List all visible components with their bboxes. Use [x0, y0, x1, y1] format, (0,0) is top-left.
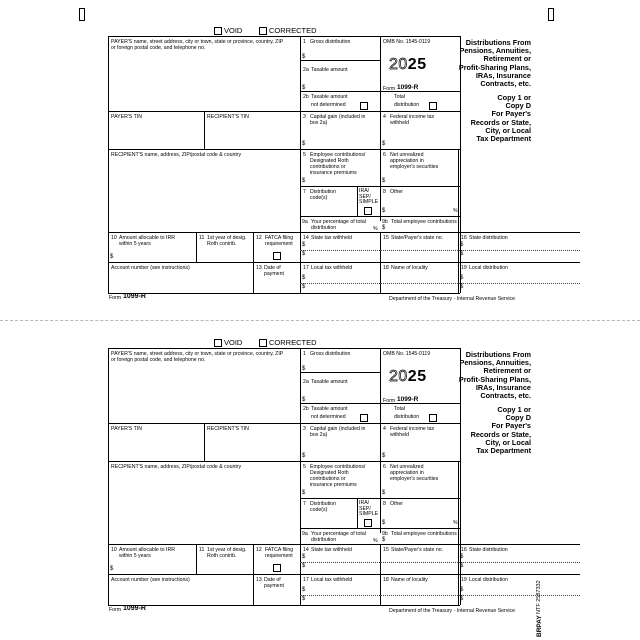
- box8-number: 8: [383, 189, 386, 195]
- form-name: 1099-R: [397, 396, 419, 403]
- box19-number: 19: [461, 265, 467, 271]
- box10-label-line: Amount allocable to IRR: [119, 547, 175, 553]
- payer-tin-label: PAYER'S TIN: [111, 114, 142, 120]
- form-label: Form: [383, 86, 396, 92]
- box5-label-line: contributions or: [310, 164, 346, 170]
- dotted-rule: [458, 562, 580, 563]
- rule-stub: [458, 461, 460, 462]
- box6-label-line: appreciation in: [390, 158, 424, 164]
- dollar-sign: $: [302, 587, 306, 593]
- recipient-name-label: RECIPIENT'S name, address, ZIP/postal code & country: [111, 152, 242, 158]
- rule-box10: [108, 574, 300, 575]
- payer-label-line: or foreign postal code, and telephone no.: [111, 357, 206, 363]
- box12-number: 12: [256, 235, 262, 241]
- box13-number: 13: [256, 265, 262, 271]
- dollar-sign: $: [302, 563, 306, 569]
- total-distribution-checkbox[interactable]: [429, 102, 437, 110]
- dotted-rule: [300, 250, 380, 251]
- box17-label: Local tax withheld: [311, 577, 353, 583]
- rule-box9: [300, 544, 580, 545]
- box7-label-line: Distribution: [310, 189, 336, 195]
- box14-number: 14: [303, 547, 309, 553]
- box9a-number: 9a: [302, 531, 308, 537]
- rule-box2b: [300, 111, 460, 112]
- dotted-rule: [458, 595, 580, 596]
- payer-label-line: PAYER'S name, street address, city or town, state or province, country, ZIP: [111, 351, 284, 357]
- dollar-sign: $: [382, 225, 386, 231]
- recipient-name-label: RECIPIENT'S name, address, ZIP/postal code & country: [111, 464, 242, 470]
- box5-label-line: insurance premiums: [310, 482, 357, 488]
- box8-label: Other: [390, 189, 403, 195]
- box5-label-line: Employee contributions/: [310, 152, 366, 158]
- dollar-sign: $: [302, 85, 306, 91]
- corrected-checkbox[interactable]: [259, 339, 267, 347]
- dollar-sign: $: [382, 178, 386, 184]
- box16-label: State distribution: [469, 547, 508, 553]
- void-checkbox[interactable]: [214, 27, 222, 35]
- box8-number: 8: [383, 501, 386, 507]
- dollar-sign: $: [382, 490, 386, 496]
- box7-number: 7: [303, 189, 306, 195]
- box3-number: 3: [303, 114, 306, 120]
- dollar-sign: $: [302, 397, 306, 403]
- box4-label-line: Federal income tax: [390, 426, 435, 432]
- left-border: [108, 36, 109, 293]
- box16-number: 16: [461, 235, 467, 241]
- box12-label-line: FATCA filing: [265, 547, 294, 553]
- dotted-rule: [300, 595, 380, 596]
- dollar-sign: $: [302, 275, 306, 281]
- box6-number: 6: [383, 152, 386, 158]
- box19-label: Local distribution: [469, 577, 508, 583]
- percent-sign-9a: %: [373, 538, 378, 544]
- rule-box2a: [300, 403, 460, 404]
- box13-label-line: Date of: [264, 577, 281, 583]
- tax-year-bold: 25: [407, 56, 427, 73]
- form-label: Form: [383, 398, 396, 404]
- box15-number: 15: [383, 235, 389, 241]
- box19-label: Local distribution: [469, 265, 508, 271]
- dollar-sign: $: [460, 251, 464, 257]
- rule-recipient: [108, 544, 300, 545]
- form-title-line: Distributions From: [465, 38, 531, 47]
- dollar-sign: $: [110, 566, 114, 572]
- box10-label-line: within 5 years: [119, 553, 151, 559]
- box16-number: 16: [461, 547, 467, 553]
- box3-label-line: Capital gain (included in: [310, 426, 366, 432]
- box2b-number: 2b: [303, 94, 309, 100]
- box1-number: 1: [303, 351, 306, 357]
- box2b-number: 2b: [303, 406, 309, 412]
- box5-label-line: Employee contributions/: [310, 464, 366, 470]
- dollar-sign: $: [302, 251, 306, 257]
- divider-tin: [204, 423, 205, 461]
- dollar-sign: $: [460, 587, 464, 593]
- box9b-number: 9b: [382, 219, 388, 225]
- box3-label-line: box 2a): [310, 120, 328, 126]
- box4-label-line: Federal income tax: [390, 114, 435, 120]
- taxable-not-determined-checkbox[interactable]: [360, 414, 368, 422]
- box4-label-line: withheld: [390, 432, 410, 438]
- box10-number: 10: [111, 235, 117, 241]
- void-label: VOID: [224, 26, 243, 35]
- dotted-rule: [458, 283, 580, 284]
- box4-number: 4: [383, 426, 386, 432]
- ira-sep-simple-checkbox[interactable]: [364, 519, 372, 527]
- dollar-sign: $: [302, 366, 306, 372]
- dollar-sign: $: [382, 453, 386, 459]
- box3-number: 3: [303, 426, 306, 432]
- dollar-sign: $: [382, 520, 386, 526]
- total-label-2: distribution: [394, 414, 420, 420]
- copy-line: City, or Local: [485, 437, 531, 447]
- omb-number: OMB No. 1545-0119: [383, 39, 431, 45]
- rule-tin: [108, 461, 300, 462]
- box14-number: 14: [303, 235, 309, 241]
- form-title-line: Profit-Sharing Plans,: [458, 374, 531, 384]
- dollar-sign: $: [302, 141, 306, 147]
- box17-number: 17: [303, 577, 309, 583]
- percent-sign-9a: %: [373, 226, 378, 232]
- rule-box2b: [300, 423, 460, 424]
- divider-tin: [204, 111, 205, 149]
- box18-label: Name of locality: [391, 577, 428, 583]
- box16-label: State distribution: [469, 235, 508, 241]
- copy-line: Copy 1 or: [497, 405, 531, 414]
- dollar-sign: $: [460, 563, 464, 569]
- box3-label-line: Capital gain (included in: [310, 114, 366, 120]
- dotted-rule: [380, 283, 458, 284]
- form-title-line: IRAs, Insurance: [475, 70, 531, 80]
- ira-label-line: SIMPLE: [359, 511, 379, 517]
- dollar-sign: $: [302, 178, 306, 184]
- box4-label-line: withheld: [390, 120, 410, 126]
- box5-label-line: contributions or: [310, 476, 346, 482]
- box18-number: 18: [383, 577, 389, 583]
- footer-form-name: 1099-R: [123, 293, 146, 300]
- box13-label-line: payment: [264, 583, 284, 589]
- box9a-label-line: distribution: [311, 537, 337, 543]
- form-title-line: Retirement or: [483, 366, 531, 376]
- form-title-line: Profit-Sharing Plans,: [458, 62, 531, 72]
- box13-label-line: Date of: [264, 265, 281, 271]
- box1-label: Gross distribution: [310, 351, 351, 357]
- corrected-checkbox[interactable]: [259, 27, 267, 35]
- box2b-label-2: not determined: [311, 102, 346, 108]
- rule-box10: [108, 262, 300, 263]
- dollar-sign: $: [460, 284, 464, 290]
- form-title-line: Pensions, Annuities,: [459, 358, 531, 368]
- dollar-sign: $: [382, 208, 386, 214]
- dollar-sign: $: [302, 596, 306, 602]
- recipient-tin-label: RECIPIENT'S TIN: [207, 426, 249, 432]
- box12-number: 12: [256, 547, 262, 553]
- dotted-rule: [380, 595, 458, 596]
- copy-line: Records or State,: [470, 117, 531, 127]
- divider-box7: [357, 498, 358, 528]
- copy-line: City, or Local: [485, 125, 531, 135]
- ira-label-line: SEP/: [359, 505, 371, 512]
- ira-label-line: SIMPLE: [359, 199, 379, 205]
- form-title-line: Distributions From: [465, 350, 531, 359]
- copy-line: Copy 1 or: [497, 93, 531, 102]
- box9b-label: Total employee contributions: [391, 531, 457, 537]
- rule-recipient: [108, 232, 300, 233]
- dollar-sign: $: [382, 141, 386, 147]
- copy-line: Copy D: [505, 101, 531, 111]
- copy-line: For Payer's: [491, 421, 531, 431]
- rule-box5: [300, 186, 460, 187]
- box13-number: 13: [256, 577, 262, 583]
- box18-number: 18: [383, 265, 389, 271]
- box19-number: 19: [461, 577, 467, 583]
- footer-form-name: 1099-R: [123, 605, 146, 612]
- dollar-sign: $: [460, 596, 464, 602]
- rule-box1: [300, 372, 380, 373]
- dollar-sign: $: [460, 242, 464, 248]
- dollar-sign: $: [302, 242, 306, 248]
- copy-line: Tax Department: [476, 446, 531, 455]
- rule-box14: [300, 262, 580, 263]
- box5-label-line: Designated Roth: [310, 158, 349, 164]
- box9b-number: 9b: [382, 531, 388, 537]
- box9a-label-line: Your percentage of total: [311, 219, 366, 225]
- box6-label-line: Net unrealized: [390, 464, 424, 470]
- void-checkbox[interactable]: [214, 339, 222, 347]
- footer-form-label: Form: [109, 607, 122, 613]
- box2a-label: Taxable amount: [311, 379, 348, 385]
- rule-stub: [458, 149, 460, 150]
- form-title-line: IRAs, Insurance: [475, 382, 531, 392]
- fatca-checkbox[interactable]: [273, 252, 281, 260]
- dollar-sign: $: [302, 490, 306, 496]
- side-brand: BRPAY: [536, 615, 543, 637]
- box2b-label: Taxable amount: [311, 406, 348, 412]
- account-number-label: Account number (see instructions): [111, 265, 190, 271]
- box9b-label: Total employee contributions: [391, 219, 457, 225]
- account-number-label: Account number (see instructions): [111, 577, 190, 583]
- dollar-sign: $: [302, 54, 306, 60]
- box15-label: State/Payer's state no.: [391, 547, 444, 553]
- crop-mark-right: [548, 8, 554, 21]
- box15-number: 15: [383, 547, 389, 553]
- box6-label-line: Net unrealized: [390, 152, 424, 158]
- box7-label-line: Distribution: [310, 501, 336, 507]
- dollar-sign: $: [460, 275, 464, 281]
- form-title-line: Pensions, Annuities,: [459, 46, 531, 56]
- copy-line: Tax Department: [476, 134, 531, 143]
- bottom-border: [108, 605, 460, 606]
- recipient-tin-label: RECIPIENT'S TIN: [207, 114, 249, 120]
- box7-label-line: code(s): [310, 507, 328, 513]
- taxable-not-determined-checkbox[interactable]: [360, 102, 368, 110]
- dollar-sign: $: [110, 254, 114, 260]
- percent-sign-8: %: [453, 208, 458, 214]
- rule-box9: [300, 232, 580, 233]
- form-title-line: Contracts, etc.: [480, 79, 531, 88]
- divider-300: [300, 348, 301, 605]
- percent-sign-8: %: [453, 520, 458, 526]
- box14-label: State tax withheld: [311, 547, 352, 553]
- dollar-sign: $: [382, 537, 386, 543]
- rule-box7: [300, 216, 460, 217]
- ira-sep-simple-checkbox[interactable]: [364, 207, 372, 215]
- box14-label: State tax withheld: [311, 235, 352, 241]
- box2a-number: 2a: [303, 379, 309, 385]
- box7-number: 7: [303, 501, 306, 507]
- divider-380: [380, 348, 381, 533]
- tax-year-bold: 25: [407, 368, 427, 385]
- box3-label-line: box 2a): [310, 432, 328, 438]
- tax-year-outline: 20: [389, 56, 408, 73]
- box15-label: State/Payer's state no.: [391, 235, 444, 241]
- box8-label: Other: [390, 501, 403, 507]
- dotted-rule: [380, 562, 458, 563]
- ira-label-line: SEP/: [359, 193, 371, 200]
- divider-300: [300, 36, 301, 293]
- rule-tin: [108, 149, 300, 150]
- rule-box7: [300, 528, 460, 529]
- form-name: 1099-R: [397, 84, 419, 91]
- rule-box5: [300, 498, 460, 499]
- void-label: VOID: [224, 338, 243, 347]
- box10-label-line: within 5 years: [119, 241, 151, 247]
- footer-form-label: Form: [109, 295, 122, 301]
- box5-label-line: Designated Roth: [310, 470, 349, 476]
- form-copy-2: [0, 312, 640, 622]
- dotted-rule: [380, 250, 458, 251]
- divider-box12: [253, 544, 254, 605]
- box6-label-line: appreciation in: [390, 470, 424, 476]
- box7-label-line: code(s): [310, 195, 328, 201]
- rule-box1: [300, 60, 380, 61]
- tax-year: [389, 368, 427, 386]
- box2b-label-2: not determined: [311, 414, 346, 420]
- box10-number: 10: [111, 547, 117, 553]
- box11-number: 11: [199, 547, 205, 553]
- omb-number: OMB No. 1545-0119: [383, 351, 431, 357]
- box11-label-line: 1st year of desig.: [207, 235, 247, 241]
- box5-number: 5: [303, 152, 306, 158]
- box10-label-line: Amount allocable to IRR: [119, 235, 175, 241]
- rule-box3: [300, 461, 460, 462]
- copy-line: Records or State,: [470, 429, 531, 439]
- tax-year-outline: 20: [389, 368, 408, 385]
- total-distribution-checkbox[interactable]: [429, 414, 437, 422]
- box11-label-line: Roth contrib.: [207, 553, 237, 559]
- box18-label: Name of locality: [391, 265, 428, 271]
- corrected-label: CORRECTED: [269, 26, 317, 35]
- left-border: [108, 348, 109, 605]
- divider-box7: [357, 186, 358, 216]
- box9a-label-line: Your percentage of total: [311, 531, 366, 537]
- box2a-number: 2a: [303, 67, 309, 73]
- box6-number: 6: [383, 464, 386, 470]
- box4-number: 4: [383, 114, 386, 120]
- box6-label-line: employer's securities: [390, 164, 439, 170]
- divider-title-col: [458, 149, 459, 232]
- box17-label: Local tax withheld: [311, 265, 353, 271]
- top-border: [108, 348, 460, 349]
- ira-label-line: IRA/: [359, 500, 370, 506]
- top-border: [108, 36, 460, 37]
- box1-number: 1: [303, 39, 306, 45]
- rule-box2a: [300, 91, 460, 92]
- box2b-label: Taxable amount: [311, 94, 348, 100]
- dollar-sign: $: [302, 554, 306, 560]
- box12-label-line: FATCA filing: [265, 235, 294, 241]
- copy-line: Copy D: [505, 413, 531, 423]
- dollar-sign: $: [460, 554, 464, 560]
- box11-label-line: 1st year of desig.: [207, 547, 247, 553]
- divider-380: [380, 36, 381, 221]
- box12-label-line: requirement: [265, 553, 293, 559]
- bottom-border: [108, 293, 460, 294]
- divider-box11: [196, 544, 197, 574]
- divider-title-col: [458, 461, 459, 544]
- box17-number: 17: [303, 265, 309, 271]
- box6-label-line: employer's securities: [390, 476, 439, 482]
- form-title-line: Contracts, etc.: [480, 391, 531, 400]
- tax-year: [389, 56, 427, 74]
- box2a-label: Taxable amount: [311, 67, 348, 73]
- box9a-label-line: distribution: [311, 225, 337, 231]
- total-label: Total: [394, 406, 405, 412]
- box12-label-line: requirement: [265, 241, 293, 247]
- side-code: NTF 2587332: [536, 580, 542, 614]
- box1-label: Gross distribution: [310, 39, 351, 45]
- box11-label-line: Roth contrib.: [207, 241, 237, 247]
- form-copy-1: [0, 0, 640, 310]
- dotted-rule: [300, 283, 380, 284]
- form-title-line: Retirement or: [483, 54, 531, 64]
- dotted-rule: [300, 562, 380, 563]
- total-label-2: distribution: [394, 102, 420, 108]
- box13-label-line: payment: [264, 271, 284, 277]
- dollar-sign: $: [302, 284, 306, 290]
- footer-department: Department of the Treasury - Internal Revenue Service: [389, 296, 516, 302]
- payer-tin-label: PAYER'S TIN: [111, 426, 142, 432]
- box5-label-line: insurance premiums: [310, 170, 357, 176]
- footer-department: Department of the Treasury - Internal Revenue Service: [389, 608, 516, 614]
- ira-label-line: IRA/: [359, 188, 370, 194]
- copy-line: For Payer's: [491, 109, 531, 119]
- box9a-number: 9a: [302, 219, 308, 225]
- total-label: Total: [394, 94, 405, 100]
- divider-box11: [196, 232, 197, 262]
- fatca-checkbox[interactable]: [273, 564, 281, 572]
- rule-box3: [300, 149, 460, 150]
- rule-box14: [300, 574, 580, 575]
- dollar-sign: $: [302, 453, 306, 459]
- box11-number: 11: [199, 235, 205, 241]
- divider-box12: [253, 232, 254, 293]
- payer-label-line: or foreign postal code, and telephone no.: [111, 45, 206, 51]
- box5-number: 5: [303, 464, 306, 470]
- crop-mark-left: [79, 8, 85, 21]
- dotted-rule: [458, 250, 580, 251]
- payer-label-line: PAYER'S name, street address, city or town, state or province, country, ZIP: [111, 39, 284, 45]
- corrected-label: CORRECTED: [269, 338, 317, 347]
